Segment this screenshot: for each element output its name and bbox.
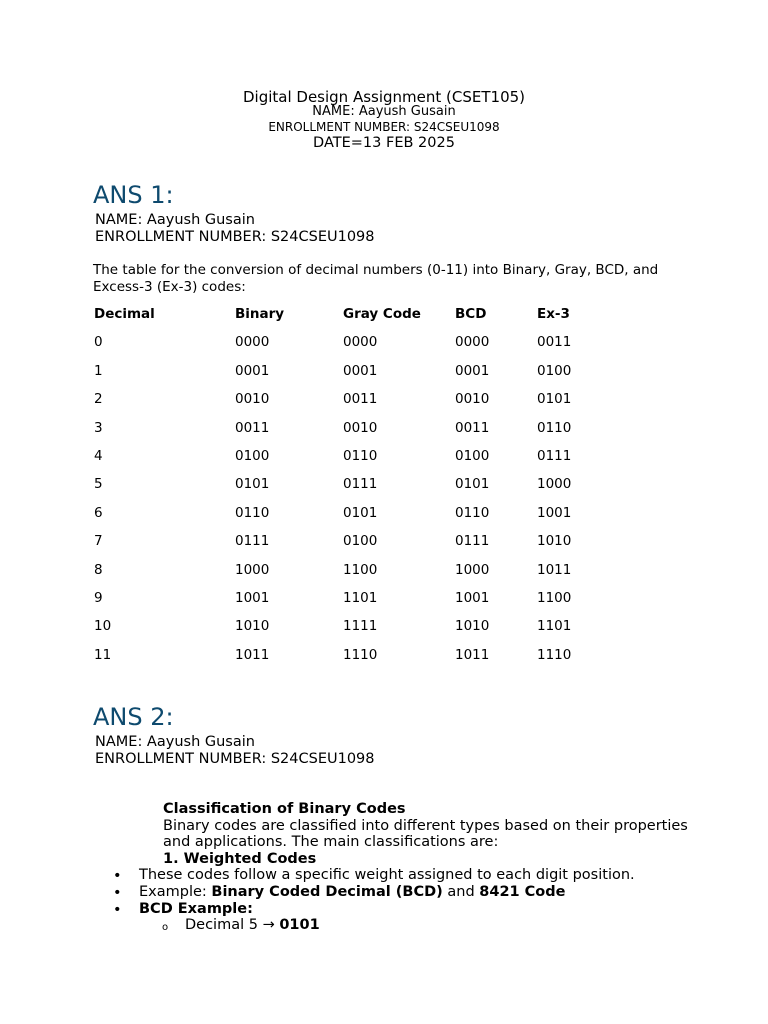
header-date: DATE=13 FEB 2025: [313, 135, 455, 151]
document-title: Digital Design Assignment (CSET105): [242, 88, 526, 106]
cell-binary: 1001: [235, 589, 270, 606]
header-enrollment: ENROLLMENT NUMBER: S24CSEU1098: [268, 120, 500, 134]
cell-bcd: 0010: [455, 391, 490, 408]
cell-decimal: 8: [94, 561, 103, 578]
bullet-marker: •: [113, 868, 122, 884]
col-header-binary: Binary: [235, 306, 285, 322]
cell-ex3: 1110: [537, 646, 572, 663]
sub1-prefix: Decimal 5 →: [185, 917, 280, 933]
cell-ex3: 0111: [537, 447, 572, 464]
ans1-heading: ANS 1:: [93, 181, 174, 209]
cell-ex3: 0101: [537, 391, 572, 408]
table-row: [94, 448, 597, 476]
ans2-enrollment: ENROLLMENT NUMBER: S24CSEU1098: [95, 751, 375, 767]
table-header-row: [94, 306, 597, 334]
cell-decimal: 5: [94, 476, 103, 493]
table-row: [94, 562, 597, 590]
bullet-marker: •: [113, 885, 122, 901]
cell-bcd: 0001: [455, 362, 490, 379]
cell-bcd: 0111: [455, 533, 490, 550]
table-row: [94, 618, 597, 646]
section-subheading: 1. Weighted Codes: [163, 851, 317, 868]
cell-gray: 1110: [343, 646, 378, 663]
cell-gray: 0001: [343, 362, 378, 379]
cell-bcd: 0101: [455, 476, 490, 493]
cell-ex3: 1010: [537, 533, 572, 550]
cell-bcd: 0110: [455, 504, 490, 521]
cell-gray: 0111: [343, 476, 378, 493]
sub1-value: 0101: [279, 917, 320, 933]
table-row: [94, 505, 597, 533]
col-header-decimal: Decimal: [94, 306, 155, 322]
bullet2-mid: and: [442, 884, 480, 900]
section-title: Classification of Binary Codes: [163, 801, 406, 817]
header-name: NAME: Aayush Gusain: [312, 104, 456, 119]
cell-gray: 0010: [343, 419, 378, 436]
table-row: [94, 334, 597, 362]
section-text: Binary codes are classified into different types based on their properties and applications. The main classifications are:: [163, 817, 688, 851]
cell-ex3: 0100: [537, 362, 572, 379]
cell-binary: 0000: [235, 334, 270, 351]
cell-decimal: 10: [94, 618, 112, 635]
cell-ex3: 0011: [537, 334, 572, 351]
table-row: [94, 420, 597, 448]
table-row: [94, 363, 597, 391]
sub-bullet-item-1: [185, 917, 320, 933]
cell-decimal: 9: [94, 589, 103, 606]
cell-bcd: 0011: [455, 419, 490, 436]
cell-gray: 1101: [343, 589, 378, 606]
cell-ex3: 1101: [537, 618, 572, 635]
bullet2-bcd: Binary Coded Decimal (BCD): [211, 884, 443, 900]
cell-ex3: 1100: [537, 589, 572, 606]
cell-bcd: 1001: [455, 589, 490, 606]
table-row: [94, 391, 597, 419]
table-row: [94, 647, 597, 675]
table-body: [94, 334, 597, 675]
table-row: [94, 476, 597, 504]
ans1-enrollment: ENROLLMENT NUMBER: S24CSEU1098: [95, 229, 375, 245]
cell-binary: 0111: [235, 533, 270, 550]
bullet-marker: •: [113, 902, 122, 918]
cell-decimal: 2: [94, 391, 103, 408]
bullet-item-1: These codes follow a specific weight assigned to each digit position.: [139, 867, 635, 883]
cell-decimal: 6: [94, 504, 103, 521]
bullet2-prefix: Example:: [139, 884, 212, 900]
col-header-ex3: Ex-3: [537, 306, 570, 322]
cell-decimal: 7: [94, 533, 103, 550]
cell-binary: 0110: [235, 504, 270, 521]
cell-ex3: 1001: [537, 504, 572, 521]
cell-gray: 0101: [343, 504, 378, 521]
cell-gray: 0100: [343, 533, 378, 550]
bullet2-8421: 8421 Code: [479, 884, 566, 900]
cell-gray: 0110: [343, 447, 378, 464]
bullet-item-2: [139, 884, 566, 900]
ans2-name: NAME: Aayush Gusain: [95, 734, 255, 750]
cell-ex3: 0110: [537, 419, 572, 436]
col-header-gray: Gray Code: [343, 306, 421, 322]
cell-ex3: 1011: [537, 561, 572, 578]
cell-gray: 1111: [343, 618, 378, 635]
cell-binary: 1010: [235, 618, 270, 635]
cell-gray: 0000: [343, 334, 378, 351]
cell-binary: 1011: [235, 646, 270, 663]
ans1-intro: The table for the conversion of decimal numbers (0-11) into Binary, Gray, BCD, and Excess-3 (Ex-3) codes:: [93, 262, 659, 295]
cell-decimal: 4: [94, 447, 103, 464]
cell-gray: 1100: [343, 561, 378, 578]
cell-bcd: 1010: [455, 618, 490, 635]
cell-bcd: 1000: [455, 561, 490, 578]
cell-ex3: 1000: [537, 476, 572, 493]
cell-bcd: 1011: [455, 646, 490, 663]
col-header-bcd: BCD: [455, 306, 487, 322]
cell-binary: 0100: [235, 447, 270, 464]
cell-binary: 1000: [235, 561, 270, 578]
cell-gray: 0011: [343, 391, 378, 408]
cell-binary: 0010: [235, 391, 270, 408]
sub-bullet-marker: o: [162, 922, 169, 933]
cell-decimal: 3: [94, 419, 103, 436]
ans2-heading: ANS 2:: [93, 703, 174, 731]
cell-decimal: 0: [94, 334, 103, 351]
conversion-table: [94, 306, 597, 675]
classification-section: [163, 801, 703, 868]
bullet-item-3: BCD Example:: [139, 901, 253, 917]
table-row: [94, 590, 597, 618]
ans1-name: NAME: Aayush Gusain: [95, 212, 255, 228]
table-row: [94, 533, 597, 561]
cell-bcd: 0100: [455, 447, 490, 464]
cell-binary: 0101: [235, 476, 270, 493]
cell-binary: 0001: [235, 362, 270, 379]
cell-decimal: 11: [94, 646, 112, 663]
cell-bcd: 0000: [455, 334, 490, 351]
cell-decimal: 1: [94, 362, 103, 379]
cell-binary: 0011: [235, 419, 270, 436]
